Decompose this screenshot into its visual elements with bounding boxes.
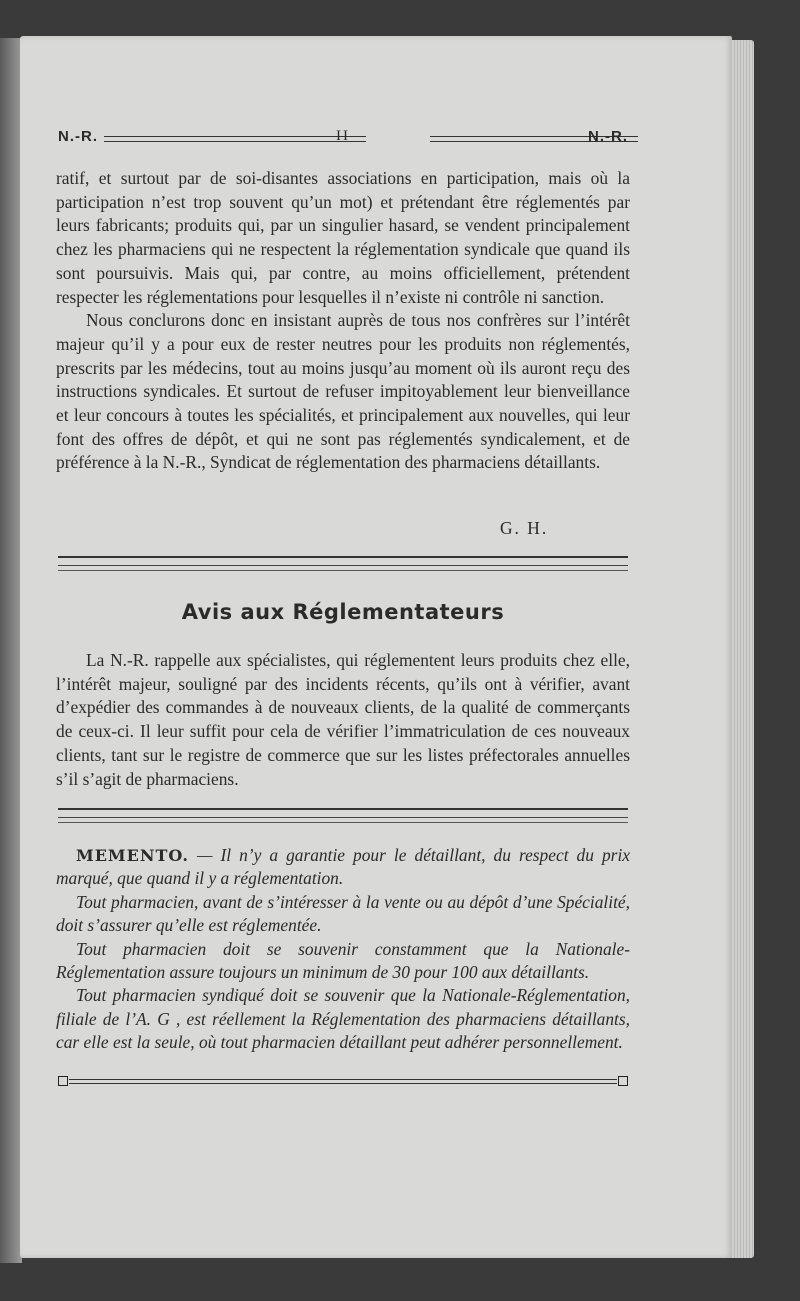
section-divider — [58, 556, 628, 566]
article-continuation — [56, 167, 630, 475]
memento-line: Tout pharmacien doit se souvenir constamment que la Nationale-Réglementation assure toujours un minimum de 30 pour 100 aux détaillants. — [56, 938, 630, 983]
memento-line: Tout pharmacien syndiqué doit se souvenir que la Nationale-Réglementation, filiale de l’A. G , est réellement la Réglementation des pharmaciens détaillants, car elle est la seule, où tout pharmacien détaillant peut adhérer personnellement. — [56, 985, 630, 1053]
signature: G. H. — [500, 518, 549, 538]
notice-body — [56, 649, 630, 791]
header-left-mark: N.-R. — [58, 128, 98, 145]
paragraph: Nous conclurons donc en insistant auprès de tous nos confrères sur l’intérêt majeur qu’il y a pour eux de rester neutres pour les produits non réglementés, prescrits par les médecins, tout au moins jusqu’au moment où ils auront reçu des instructions syndicales. Et surtout de refuser impitoyablement leur bienveillance et leur concours à toutes les spécialités, et principalement aux nouvelles, qui leur font des offres de dépôt, et qui ne sont pas réglementés syndicalement, et de préférence à la N.-R., Syndicat de réglementation des pharmaciens détaillants. — [56, 310, 630, 473]
memento-box — [56, 844, 630, 1055]
section-divider-thin — [58, 822, 628, 823]
book-left-edge — [0, 38, 22, 1263]
section-title: Avis aux Réglementateurs — [181, 600, 505, 624]
section-divider-thin — [58, 570, 628, 571]
memento-line: Tout pharmacien, avant de s’intéresser à la vente ou au dépôt d’une Spécialité, doit s’assurer qu’elle est réglementée. — [56, 891, 630, 936]
page-number: II — [336, 128, 350, 144]
ornament-line — [69, 1079, 617, 1084]
memento-first — [56, 844, 630, 891]
square-ornament-icon — [618, 1076, 628, 1086]
memento-text: — Il n’y a garantie pour le détaillant, du respect du prix marqué, que quand il y a réglementation. — [56, 845, 630, 889]
paragraph: ratif, et surtout par de soi-disantes associations en participation, mais où la participation n’est trop souvent qu’un mot) et prétendant être réglementés par leurs fabricants; produits qui, par un singulier hasard, se vendent principalement chez les pharmaciens qui ne respectent la réglementation syndicale que quand ils sont poursuivis. Mais qui, par contre, au moins officiellement, prétendent respecter les réglementations pour lesquelles il n’existe ni contrôle ni sanction. — [56, 168, 630, 307]
square-ornament-icon — [58, 1076, 68, 1086]
running-header — [58, 128, 628, 148]
header-rule-left — [104, 136, 366, 142]
header-right-mark: N.-R. — [588, 128, 628, 145]
section-divider — [58, 808, 628, 818]
paragraph: La N.-R. rappelle aux spécialistes, qui réglementent leurs produits chez elle, l’intérêt majeur, souligné par des incidents récents, qu’ils ont à vérifier, avant d’expédier des commandes à de nouveaux clients, de la qualité de commerçants de ceux-ci. Il leur suffit pour cela de vérifier l’immatriculation de ces nouveaux clients, tant sur le registre de commerce que sur les listes préfectorales annuelles s’il s’agit de pharmaciens. — [56, 650, 630, 789]
end-ornament-rule — [58, 1076, 628, 1086]
memento-label: MEMENTO. — [76, 846, 189, 865]
